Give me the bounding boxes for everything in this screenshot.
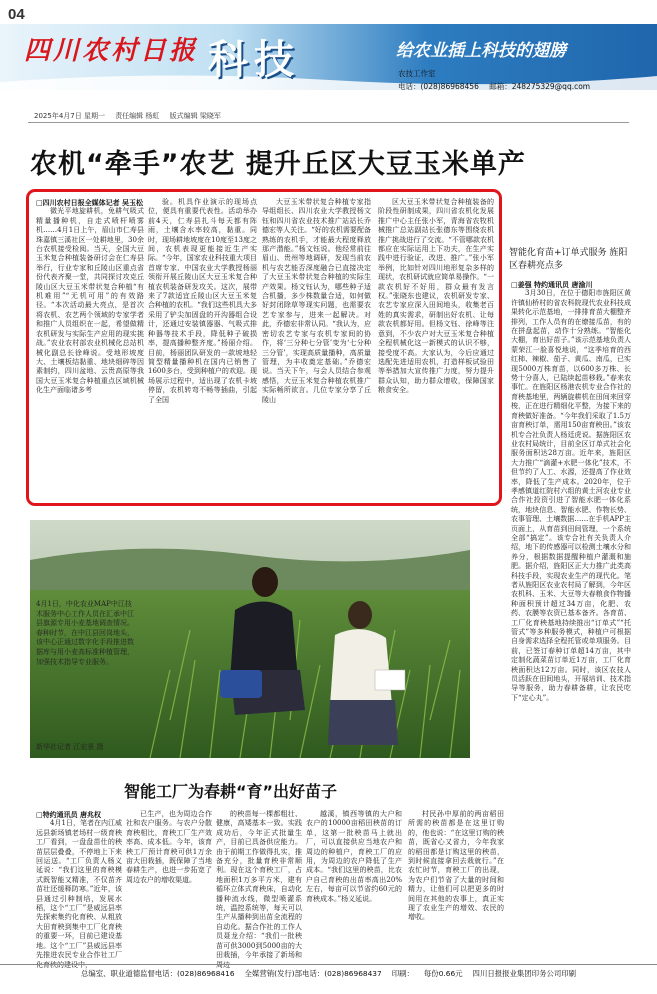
article-byline: □四川农村日报全媒体记者 吴玉松 [36, 198, 144, 207]
sub-text-4: 越溪，镇西等镇的大户和农户的10000亩稻田秧苗的订单，这第一批秧苗马上就出厂，可以直接供应当地农户和周边的种植户，育秧工厂的应用，为周边的农户降低了生产成本。“我们这里的秧苗，比农户自己育秧的出苗率高出20%左右，每亩可以节省约60元的育秧成本。”杨义延说。 [306, 810, 402, 903]
main-headline: 农机“牵手”农艺 提升丘区大豆玉米单产 [30, 149, 526, 180]
sub-column-1 [36, 810, 122, 969]
article-text-2: 验。机具作业演示的现场点位，便具有重要代表性。活动举办前4天，仁寿县扎斗每天都有阵雨，土壤含水率较高，黏重。同时，现场耕地坡度在10度至13度之间，农机表现更能接近生产实际。“今年，国家农业科技重大项目首席专家、中国农业大学教授杨丽领衔开展丘陵山区大豆玉米复合种植农机装备研发攻关。这次，展带来了7款适宜丘陵山区大豆玉米复合种植的农机。“我们这些机具大多采用了铲尖加固盘的开沟器组合设计，还通过安装镇器器、气吸式排种器等技术手段，降低种子破损率，提高播种整齐度。”杨丽介绍。目前，杨丽团队研发的一款坡地轻简型精量播种机在国内已销售了1600多台，受到种植户的欢迎。现场展示过程中，适出现了农机卡坡停留，农机转弯不畅等插曲，引起了全国 [148, 198, 257, 404]
article-text-4: 区大豆玉米带状复合种植装备的阶段性研制成果，四川省农机化发展推广中心主任张小军，青海省农牧机械推广总站副站长张德东等围绕农机推广挑战进行了交流。“不管哪款农机都应在实际运用上下功夫，在生产实践中进行验证，改进、推广。”张小军举例，比如针对四川地形复杂多样的现状，农机研试就应简单易操作。“一款农机好不好用，群众最有发言权。”张晓东也建议，农机研发专家、农艺专家应深入田间地头，收集老百姓的真实需求，研制出好农机、让每款农机都好用。但杨文钰、徐峰等注意到，不少农户对大豆玉米复合种植全程机械化这一新模式的认识不够，接受度不高。大家认为，今后应通过选配先进适用农机，打造样板试验田等举措加大宣传推广力度，努力提升群众认知，助力群众增收，保障国家粮食安全。 [378, 198, 494, 395]
side-headline: 智能化育苗+订单式服务 旌阳区春耕亮点多 [509, 248, 628, 271]
article-text-3: 大豆玉米带状复合种植专家指导组组长、四川农业大学教授杨文钰和四川省农业技术推广站站长乔德宏等人关注。“好的农机需要配备熟练的农机手，才能最大程度释放那产潜能。”杨文钰说。他经常前往眉山、贵州等地调研，发现当前农机与农艺能否深度融合已直接决定了大豆玉米带状复合种植的实际生产效果。杨文钰认为，哪些种子适合机播，多少株数量合适，如何做好封闭除草等现实问题，也需要农艺专家参与，进来一起解决。对此，乔德宏非常认同。“我认为，应密切农艺专家与农机专家间的协作，将‘三分种七分管’变为‘七分种三分管’，实现高质量播种，高质量管理，为丰收奠定基础。”乔德宏说。当天下午，与会人员结合参观感悟，大豆玉米复合种植农机推广实际畅所欲言。几位专家分享了丘陵山 [262, 198, 371, 404]
sub-column-3 [216, 810, 302, 969]
photo-caption: 4月1日，中化农业MAP中江技术服务中心工作人员在汇承中江县旗源专用小麦基地调查情况。春种时节，在中江县回岗地头，该中心正通过数字化手段推进数据库与用小麦高标准种植管理，加强技术指导专业服务。 [36, 600, 134, 666]
contact-line [398, 81, 590, 92]
dateline [34, 111, 229, 121]
section-slogan: 给农业插上科技的翅膀 [396, 41, 566, 61]
article-column-1 [36, 198, 144, 498]
responsible-editor: 责任编辑 杨虹 [115, 112, 160, 120]
email-label: 邮箱： [489, 82, 512, 91]
contact-block [398, 68, 590, 94]
footer-price: 每份0.66元 [423, 969, 463, 978]
footer-marketing: 全媒营销(发行)部电话：(028)86968437 [244, 969, 382, 978]
photo-credit: 新华社记者 江宏景 摄 [36, 743, 104, 751]
email: 248275329@qq.com [511, 82, 591, 91]
sub-column-2 [126, 810, 212, 960]
sub-text-3: 的秧苗每一棵都粗壮、健康，高矮基本一致。实践成功后，今年正式批量生产，目前已具备供应能力。由于前期工作做得扎实，推备充分，批量育秧非常顺利。现在这个育秧工厂，占地面积1万多平方米，建有循环立体式育秧床，自动化播种流水线，微型喷灌系统，温控系统等，每天可以生产从播种到出苗全流程的自动化。据合作社的工作人员聂龙介绍：“我们一批秧苗可供3000到5000亩的大田栽插，今年承接了新场和周边 [216, 810, 302, 969]
side-text: 3月30日，在位于德阳市旌阳区黄许镇仙桥村的省农科院现代农业科技成果转化示范基地，一排排育苗大棚整齐排列，工作人员有的在缭接瓜苗，有的在拼盘起苗，动作十分熟练。“智能化大棚，育出好苗子。”该示范基地负责人蒙荣江一脸喜悦地说，“这季培育的西红柿、辣椒、茄子、黄瓜、南瓜，已实现5000万株育苗，以600多万株、长势十分喜人，已陆续起苗移栽。”春来农事忙。在旌阳区杨港农机专业合作社的育秧基地里，两辆旋耕机在田间来回穿梭，正在进行精细化平整，为接下来的育秧做好准备。“今年我们采取了1.5万亩育秧订单，需用150亩育秧田。”该农机专合社负责人杨廷虎说。据旌阳区农业农村局统计，目前全区订单式社会化服务面积达28万亩。近年来，旌阳区大力推广“滴灌+水肥一体化”技术，不但节约了人工、水源，还提高了作业效率，降低了生产成本。2020年，位于孝感镇道红院村六组的黄土河农业专业合作社投资引进了智能水肥一体化系统，地块信息、智能水肥、作物长势、农事管理、土壤数据……在手机APP主页面上，从育苗到田间管理，一个系统全部“搞定”。该专合社有关负责人介绍，地下的传感器可以检测土壤水分和养分，根据数据提醒种植户灌溉和施肥。据介绍，旌阳区正大力推广此类高科技手段，实现农业生产的现代化。笔者从旌阳区农业农村局了解到，今年区农机科、玉米、大豆等大春粮食作物播种面积预计超过34万亩，化肥、农药、农膜等农资已基本备齐。各育苗、工厂化育秧基地持续推出“订单式”“托管式”等多种服务模式，种植户可根据自身需求选择全程托管或单项服务。目前，已签订春种订单超14万亩，其中定制化蔬菜苗订单近1万亩，工厂化育秧面积达12万亩。同时，该区农技人员活跃在田间地头，开展培训、技术指导等服务，助力春耕备耕，让农民吃下“定心丸”。 [511, 289, 631, 702]
sub-text-5: 村民孙中厚前的两亩稻田所需的秧苗都是在这里订购的，他也说：“在这里订购的秧苗，既省心又省力，今年我家的稻田都是订购这里的秧苗，到时候直接拿回去栽就行。”在农忙时节，育秧工厂的出现，为农户们节省了大量的时间和精力，让他们可以把更多的时间用在其他的农事上，真正实现了农业生产的增效、农民的增收。 [408, 810, 504, 922]
sub-text-2: 已生产，也为周边合作社和农户服务。与农户分散育秧相比，育秧工厂生产效率高、成本低。今年，该育秧工厂预计育秧可供1万余亩大田栽插，既保障了当地春耕生产，也进一步拓宽了周边农户的增收渠道。 [126, 810, 212, 884]
divider [28, 122, 629, 123]
issue-date: 2025年4月7日 星期一 [34, 112, 105, 120]
newspaper-name: 四川农村日报 [24, 36, 199, 66]
page-number: 04 [8, 6, 25, 23]
footer-print: 印刷： [391, 969, 414, 978]
layout-editor: 版式编辑 梁晓军 [169, 112, 221, 120]
article-column-2 [148, 198, 257, 498]
article-column-3 [262, 198, 371, 498]
section-title: 科技 [208, 37, 300, 83]
article-text-1: 微光平地旋耕机，免耕气吸式精量播种机，自走式喷杆喷雾机……4月1日上午，眉山市仁寿县珠嘉镇三溪社区一处耕地里，30余台农机接受检阅。当天，全国大豆玉米复合种植装备研讨会在仁寿县举行，行业专家和丘陵山区重点省份代表齐聚一堂，共同探讨攻克丘陵山区大豆玉米带状复合种植“有机难用”“无机可用”的有效路径。“本次活动最大亮点，是首次将农机、农艺两个领域的专家学者和推广人员组织在一起，希望做精农机研发与实际生产应用的现实挑战。”农业农村部农业机械化总站机械化副总长徐峰说。受地形坡度大、土壤板结黏重、地块细碎等因素制约，四川盆地、云贵高原等我国大豆玉米复合种植重点区域机械化生产面临诸多考 [36, 207, 144, 395]
sub-byline: □特约通讯员 唐兆权 [36, 810, 102, 819]
article-column-4 [378, 198, 494, 498]
footer-printer: 四川日报报业集团印务公司印刷 [472, 969, 577, 978]
sub-column-5 [408, 810, 504, 960]
page-footer [0, 964, 657, 982]
sub-headline: 智能工厂为春耕“育”出好苗子 [124, 782, 338, 801]
side-byline: □姜强 特约通讯员 唐渝川 [511, 280, 593, 289]
tel-label: 电话： [398, 82, 421, 91]
side-column [511, 280, 631, 956]
dept-name: 农技工作室 [398, 69, 436, 78]
sub-column-4 [306, 810, 402, 960]
sub-text-1: 4月1日，笔者在内江威远县新场镇老场村一级育秧工厂看到，一盘盘苗仕的秧苗层层叠叠，不停地上下来回运送。“工厂负责人杨义延说：“我们这里的育秧模式既智能又精准，不仅苗齐苗壮还缓释防寒。”近年，该县通过引种制培，发展水稻，这个“工厂”是威远县率先探索集约化育秧、从粗放大田育秧到集中工厂化育秧的重要一环，目前已建设基地。这个“工厂”县威远县率先推进农民专业合作社工厂化育秧的建设中， [36, 819, 122, 969]
tel: (028)86968456 [420, 82, 479, 91]
footer-hotline: 总编室、职业道德监督电话：(028)86968416 [80, 969, 235, 978]
